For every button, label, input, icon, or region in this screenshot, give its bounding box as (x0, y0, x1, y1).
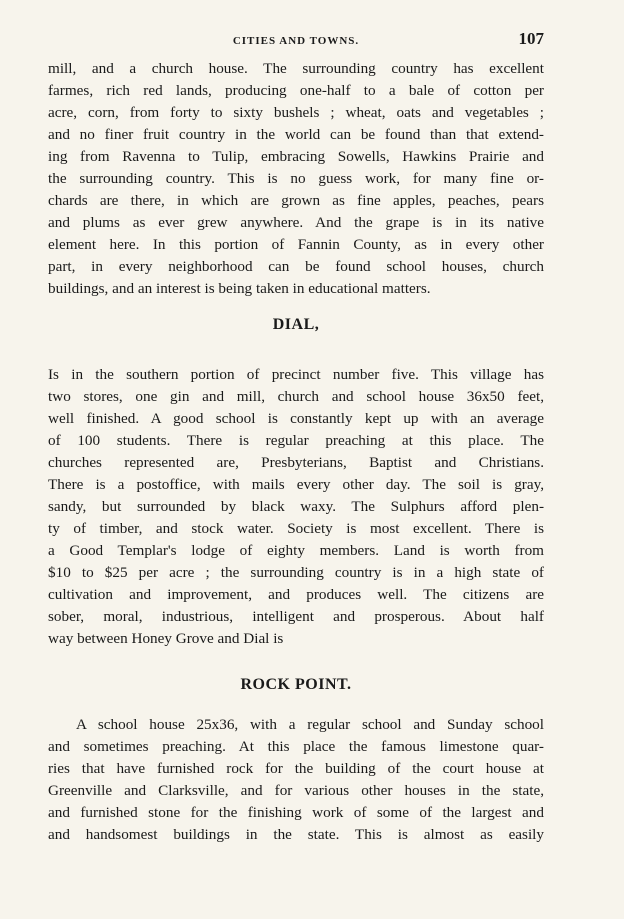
text-line: ty of timber, and stock water. Society is most excellent. There is (48, 520, 544, 537)
text-line: $10 to $25 per acre ; the surrounding country is in a high state of (48, 564, 544, 581)
text-line: There is a postoffice, with mails every other day. The soil is gray, (48, 476, 544, 493)
text-line: of 100 students. There is regular preaching at this place. The (48, 432, 544, 449)
text-line: acre, corn, from forty to sixty bushels ; wheat, oats and vegetables ; (48, 104, 544, 121)
text-line: and handsomest buildings in the state. This is almost as easily (48, 826, 544, 843)
text-line: a Good Templar's lodge of eighty members. Land is worth from (48, 542, 544, 559)
text-line: part, in every neighborhood can be found school houses, church (48, 258, 544, 275)
section-heading-dial: DIAL, (272, 316, 320, 333)
running-title: CITIES AND TOWNS. (232, 35, 360, 47)
text-line: and no finer fruit country in the world can be found than that extend- (48, 126, 544, 143)
paragraph-dial (48, 364, 544, 650)
paragraph-continued (48, 58, 544, 300)
text-line: and sometimes preaching. At this place the famous limestone quar- (48, 738, 544, 755)
text-line: A school house 25x36, with a regular school and Sunday school (76, 716, 544, 733)
text-line: sober, moral, industrious, intelligent and prosperous. About half (48, 608, 544, 625)
text-line: farmes, rich red lands, producing one-half to a bale of cotton per (48, 82, 544, 99)
text-line: and furnished stone for the finishing work of some of the largest and (48, 804, 544, 821)
text-line: Greenville and Clarksville, and for various other houses in the state, (48, 782, 544, 799)
text-line: the surrounding country. This is no guess work, for many fine or- (48, 170, 544, 187)
text-line: chards are there, in which are grown as fine apples, peaches, pears (48, 192, 544, 209)
section-heading-rock-point: ROCK POINT. (240, 676, 352, 693)
text-line: buildings, and an interest is being taken in educational matters. (48, 280, 431, 297)
page-number: 107 (518, 29, 544, 48)
text-line: ing from Ravenna to Tulip, embracing Sowells, Hawkins Prairie and (48, 148, 544, 165)
paragraph-rock-point (48, 714, 544, 846)
text-line: sandy, but surrounded by black waxy. The Sulphurs afford plen- (48, 498, 544, 515)
text-line: and plums as ever grew anywhere. And the grape is in its native (48, 214, 544, 231)
text-line: mill, and a church house. The surrounding country has excellent (48, 60, 544, 77)
running-head (48, 29, 544, 51)
text-line: ries that have furnished rock for the building of the court house at (48, 760, 544, 777)
text-line: well finished. A good school is constantly kept up with an average (48, 410, 544, 427)
text-line: way between Honey Grove and Dial is (48, 630, 284, 647)
text-line: two stores, one gin and mill, church and school house 36x50 feet, (48, 388, 544, 405)
text-line: churches represented are, Presbyterians, Baptist and Christians. (48, 454, 544, 471)
text-line: element here. In this portion of Fannin County, as in every other (48, 236, 544, 253)
text-line: cultivation and improvement, and produces well. The citizens are (48, 586, 544, 603)
text-line: Is in the southern portion of precinct number five. This village has (48, 366, 544, 383)
